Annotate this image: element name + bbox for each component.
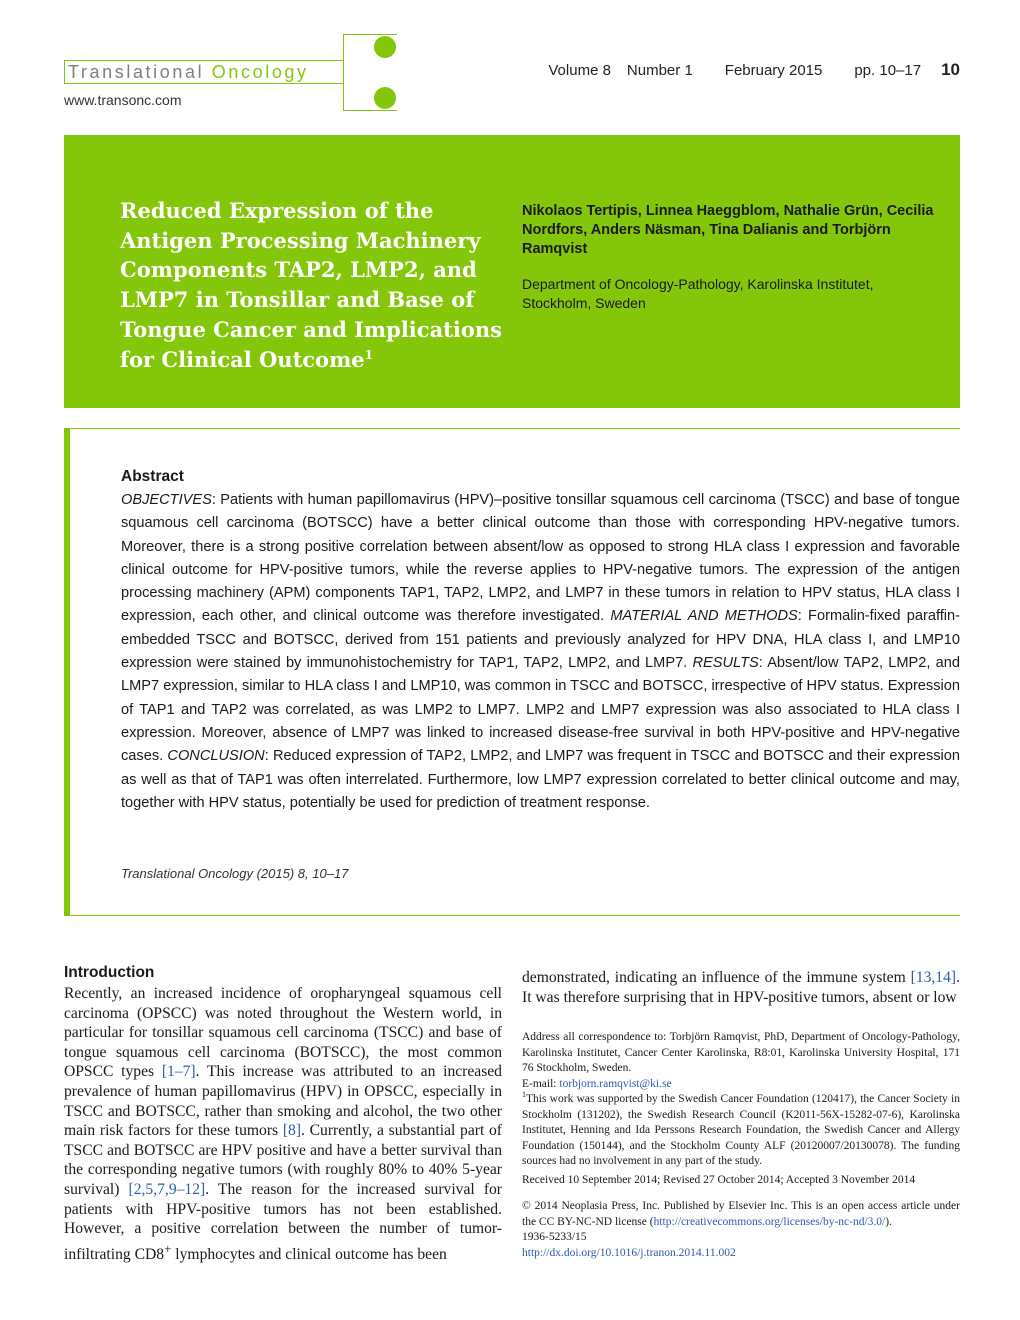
correspondence-note <box>522 1030 960 1092</box>
funding-marker: 1 <box>522 1090 526 1100</box>
journal-logo[interactable] <box>68 61 309 83</box>
doi-link[interactable]: http://dx.doi.org/10.1016/j.tranon.2014.11.002 <box>522 1246 736 1259</box>
abstract-border-bottom <box>64 915 960 916</box>
copyright-text-end: ). <box>885 1215 892 1228</box>
copyright-text: © 2014 Neoplasia Press, Inc. Published by Elsevier Inc. This is an open access article under the CC BY-NC-ND license ( <box>522 1200 960 1228</box>
conclusion-text: Reduced expression of TAP2, LMP2, and LMP7 was frequent in TSCC and BOTSCC and their expression as well as that of TAP1 was often interrelated. Furthermore, low LMP7 expression correlated to better clinical outcome and may, together with HPV status, potentially be used for prediction of treatment response. <box>121 748 961 811</box>
objectives-label: OBJECTIVES <box>121 492 212 508</box>
results-label: RESULTS <box>692 655 759 672</box>
methods-label: MATERIAL AND METHODS <box>610 608 798 625</box>
results-text: Absent/low TAP2, LMP2, and LMP7 expression, similar to HLA class I and LMP10, was common in TSCC and BOTSCC, irrespective of HPV status. Expression of TAP1 and TAP2 was correlated, as was LMP2 to LMP7. LMP2 and LMP7 expression was also associated to HLA class I expression. Moreover, absence of LMP7 was linked to increased disease-free survival in both HPV-positive and HPV-negative cases. <box>121 655 960 765</box>
logo-word-oncology: Oncology <box>211 62 309 82</box>
introduction-body <box>64 984 502 1265</box>
license-link[interactable]: http://creativecommons.org/licenses/by-nc-nd/3.0/ <box>653 1215 886 1228</box>
title-footnote-marker[interactable]: 1 <box>364 347 374 362</box>
funding-note <box>522 1092 960 1170</box>
logo-dot-icon <box>374 36 396 58</box>
intro-text: Recently, an increased incidence of oropharyngeal squamous cell carcinoma (OPSCC) was noted throughout the Western world, in particular for tonsillar squamous cell carcinoma (TSCC) and base of tongue squamous cell carcinoma (BOTSCC), the most common OPSCC types <box>64 985 502 1081</box>
logo-line-top <box>343 34 397 35</box>
reference-link[interactable]: [8] <box>282 1122 302 1140</box>
introduction-continued <box>522 968 960 1007</box>
issue-info <box>548 60 960 80</box>
funding-text: This work was supported by the Swedish Cancer Foundation (120417), the Cancer Society in Stockholm (131202), the Swedish Research Council (K2011-56X-15282-07-6), Karolinska Institutet, Henning and Ida Perssons Research Foundation, the Swedish Cancer and Allergy Foundation (150144), and the Stockholm County ALF (20120007/20130078). The funding sources had no involvement in any part of the study. <box>522 1093 960 1168</box>
intro-text: demonstrated, indicating an influence of the immune system <box>522 969 906 986</box>
journal-url[interactable]: www.transonc.com <box>64 92 182 108</box>
logo-divider <box>343 34 344 110</box>
reference-link[interactable]: [1–7] <box>161 1063 196 1081</box>
email-link[interactable]: torbjorn.ramqvist@ki.se <box>559 1077 672 1090</box>
superscript-plus: + <box>164 1240 172 1256</box>
page-range: pp. 10–17 <box>854 62 922 79</box>
email-label: E-mail: <box>522 1077 557 1090</box>
correspondence-text: Address all correspondence to: Torbjörn Ramqvist, PhD, Department of Oncology-Pathology, Karolinska Institutet, Cancer Center Karolinska, R8:01, Karolinska University Hospital, 171 76 Stockholm, Sweden. <box>522 1031 960 1075</box>
abstract-body: OBJECTIVES: Patients with human papillomavirus (HPV)–positive tonsillar squamous cell carcinoma (TSCC) and base of tongue squamous cell carcinoma (BOTSCC) have a better clinical outcome than those with corresponding HPV-negative tumors. Moreover, there is a strong positive correlation between absent/low as opposed to strong HLA class I expression and favorable clinical outcome for HPV-positive tumors, while the reverse applies to HPV-negative tumors. The expression of the antigen processing machinery (APM) components TAP1, TAP2, LMP2, and LMP7 in these tumors in relation to HPV status, HLA class I expression, each other, and clinical outcome was therefore investigated. MATERIAL AND METHODS: Formalin-fixed paraffin-embedded TSCC and BOTSCC, derived from 151 patients and previously analyzed for HPV DNA, HLA class I, and LMP10 expression were stained by immunohistochemistry for TAP1, TAP2, LMP2, and LMP7. RESULTS: Absent/low TAP2, LMP2, and LMP7 expression, similar to HLA class I and LMP10, was common in TSCC and BOTSCC, irrespective of HPV status. Expression of TAP1 and TAP2 was correlated, as was LMP2 to LMP7. LMP2 and LMP7 expression was also associated to HLA class I expression. Moreover, absence of LMP7 was linked to increased disease-free survival in both HPV-positive and HPV-negative cases. CONCLUSION: Reduced expression of TAP2, LMP2, and LMP7 was frequent in TSCC and BOTSCC and their expression as well as that of TAP1 was often interrelated. Furthermore, low LMP7 expression correlated to better clinical outcome and may, together with HPV status, potentially be used for prediction of treatment response. <box>121 492 961 811</box>
affiliation: Department of Oncology-Pathology, Karolinska Institutet, Stockholm, Sweden <box>522 276 874 311</box>
abstract-border-top <box>64 428 960 429</box>
intro-text: . Currently, a substantial part of TSCC and BOTSCC are HPV positive and have a better survival than the corresponding negative tumors (with roughly 80% to 40% 5-year survival) <box>64 1122 502 1198</box>
journal-citation: Translational Oncology (2015) 8, 10–17 <box>121 866 349 881</box>
copyright-note <box>522 1199 960 1261</box>
conclusion-label: CONCLUSION <box>167 748 265 765</box>
intro-text: . The reason for the increased survival for patients with HPV-positive tumors has not been established. However, a positive correlation between the number of tumor-infiltrating CD8 <box>64 1180 502 1263</box>
reference-link[interactable]: [2,5,7,9–12] <box>128 1180 206 1198</box>
methods-text: Formalin-fixed paraffin-embedded TSCC and BOTSCC, derived from 151 patients and previously analyzed for HPV DNA, HLA class I, and LMP10 expression were stained by immunohistochemistry for TAP1, TAP2, LMP2, and LMP7. <box>121 608 961 672</box>
objectives-text: Patients with human papillomavirus (HPV)–positive tonsillar squamous cell carcinoma (TSCC) and base of tongue squamous cell carcinoma (BOTSCC) have a better clinical outcome than those with corresponding HPV-negative tumors. Moreover, there is a strong positive correlation between absent/low as opposed to strong HLA class I expression and favorable clinical outcome for HPV-positive tumors, while the reverse applies to HPV-negative tumors. The expression of the antigen processing machinery (APM) components TAP1, TAP2, LMP2, and LMP7 in these tumors in relation to HPV status, HLA class I expression, each other, and clinical outcome was therefore investigated. <box>121 492 960 625</box>
logo-line-bottom <box>343 110 397 111</box>
article-title-text: Reduced Expression of the Antigen Processing Machinery Components TAP2, LMP2, and LMP7 in Tonsillar and Base of Tongue Cancer and Implications for Clinical Outcome <box>120 198 502 372</box>
author-list: Nikolaos Tertipis, Linnea Haeggblom, Nathalie Grün, Cecilia Nordfors, Anders Näsman, Tina Dalianis and Torbjörn Ramqvist <box>522 203 934 257</box>
reference-link[interactable]: [13,14] <box>910 969 957 986</box>
intro-text: . It was therefore surprising that in HPV-positive tumors, absent or low <box>522 969 961 1006</box>
issue-date: February 2015 <box>724 62 823 79</box>
article-title <box>120 196 510 374</box>
issn: 1936-5233/15 <box>522 1231 587 1244</box>
article-dates: Received 10 September 2014; Revised 27 October 2014; Accepted 3 November 2014 <box>522 1174 916 1186</box>
volume: Volume 8 <box>548 62 611 79</box>
issue-number: Number 1 <box>626 62 693 79</box>
logo-word-translational: Translational <box>68 62 205 82</box>
introduction-heading: Introduction <box>64 964 155 981</box>
page-number: 10 <box>941 60 960 79</box>
logo-dot-icon <box>374 87 396 109</box>
intro-text: . This increase was attributed to an increased prevalence of human papillomavirus (HPV) in OPSCC, especially in TSCC and BOTSCC, rather than smoking and alcohol, the two other main risk factors for these tumors <box>64 1063 502 1140</box>
abstract-heading: Abstract <box>121 468 184 485</box>
intro-text: lymphocytes and clinical outcome has been <box>171 1245 447 1263</box>
abstract-accent-bar <box>64 428 70 916</box>
